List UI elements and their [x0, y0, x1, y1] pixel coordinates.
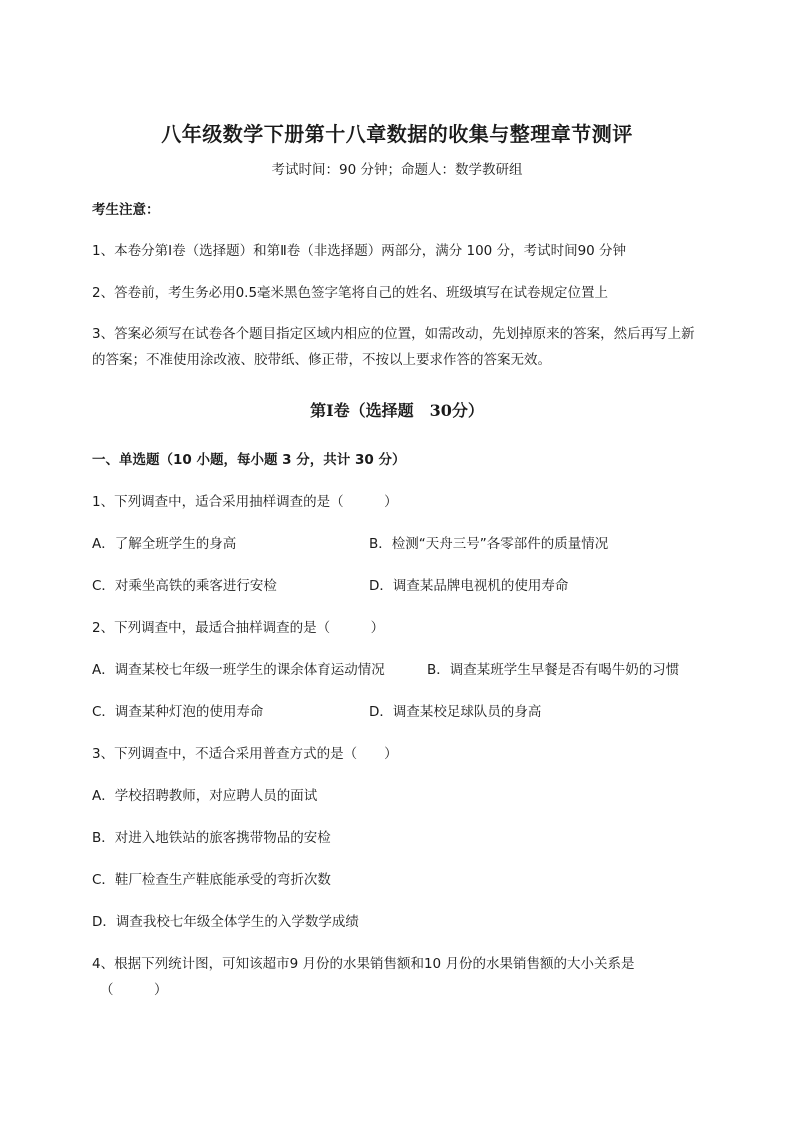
question-1-option-a: A．了解全班学生的身高: [92, 536, 237, 552]
question-1-option-d: D．调查某品牌电视机的使用寿命: [369, 578, 569, 594]
question-3-option-a: A．学校招聘教师，对应聘人员的面试: [92, 788, 318, 804]
notice-item-2: 2、答卷前，考生务必用0.5毫米黑色签字笔将自己的姓名、班级填写在试卷规定位置上: [92, 285, 609, 301]
page-title: 八年级数学下册第十八章数据的收集与整理章节测评: [161, 122, 633, 146]
question-1-option-b: B．检测“天舟三号”各零部件的质量情况: [369, 536, 609, 552]
notice-item-1: 1、本卷分第Ⅰ卷（选择题）和第Ⅱ卷（非选择题）两部分，满分 100 分，考试时间90 分钟: [92, 243, 627, 259]
question-1-option-c: C．对乘坐高铁的乘客进行安检: [92, 578, 277, 594]
question-3-option-d: D．调查我校七年级全体学生的入学数学成绩: [92, 914, 359, 930]
question-2-stem: 2、下列调查中，最适合抽样调查的是（ ）: [92, 620, 385, 636]
question-2-option-c: C．调查某种灯泡的使用寿命: [92, 704, 264, 720]
exam-info: 考试时间：90 分钟；命题人：数学教研组: [271, 162, 523, 178]
question-3-option-b: B．对进入地铁站的旅客携带物品的安检: [92, 830, 331, 846]
notice-heading: 考生注意：: [92, 202, 160, 218]
question-2-option-b: B．调查某班学生早餐是否有喝牛奶的习惯: [427, 662, 680, 678]
question-2-option-d: D．调查某校足球队员的身高: [369, 704, 542, 720]
question-1-stem: 1、下列调查中，适合采用抽样调查的是（ ）: [92, 494, 398, 510]
question-2-option-a: A．调查某校七年级一班学生的课余体育运动情况: [92, 662, 385, 678]
section-title: 第Ⅰ卷（选择题 30分）: [310, 401, 484, 420]
notice-item-3: 3、答案必须写在试卷各个题目指定区域内相应的位置，如需改动，先划掉原来的答案，然后再写上新的答案；不准使用涂改液、胶带纸、修正带，不按以上要求作答的答案无效。: [92, 326, 695, 368]
question-4-stem: 4、根据下列统计图，可知该超市9 月份的水果销售额和10 月份的水果销售额的大小关系是: [92, 956, 635, 972]
question-4-answer-blank: （ ）: [100, 982, 168, 998]
question-3-option-c: C．鞋厂检查生产鞋底能承受的弯折次数: [92, 872, 331, 888]
question-3-stem: 3、下列调查中，不适合采用普查方式的是（ ）: [92, 746, 398, 762]
part-heading: 一、单选题（10 小题，每小题 3 分，共计 30 分）: [92, 452, 406, 468]
